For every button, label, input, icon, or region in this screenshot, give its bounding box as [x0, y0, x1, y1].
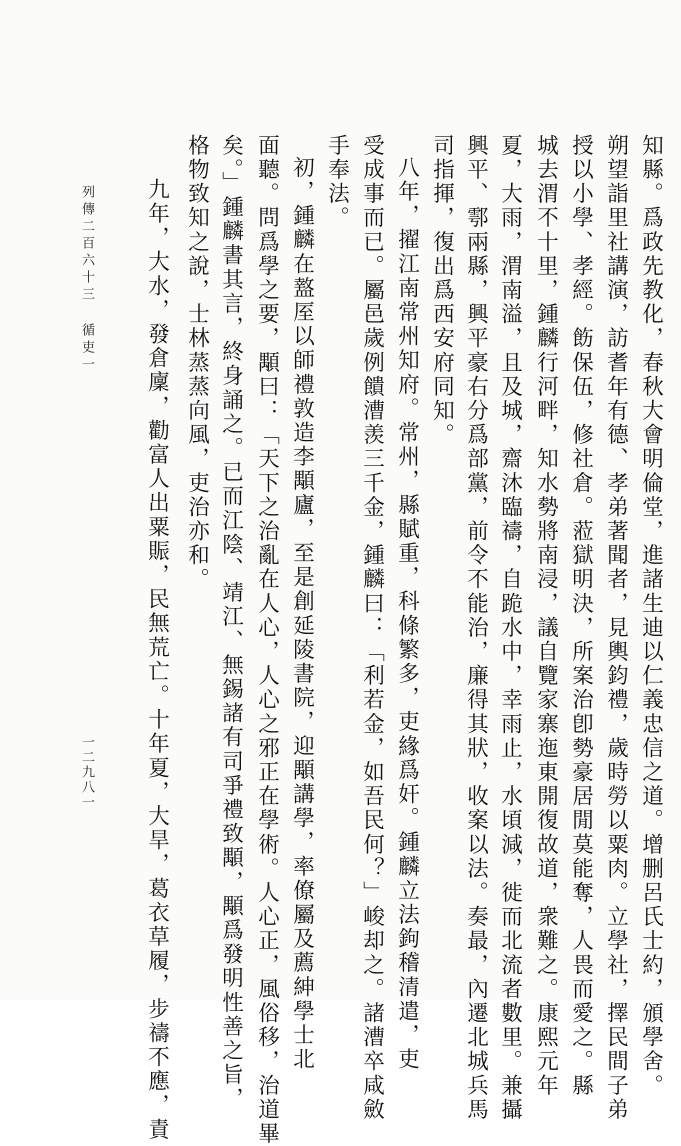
text-column-6: 興平、鄠兩縣，興平豪右分爲部黨，前令不能治，廉得其狀，收案以法。奏最，內遷北城兵馬	[463, 134, 489, 1123]
text-column-5: 夏，大雨，渭南溢，且及城，齋沐臨禱，自跪水中，幸雨止，水頃減，徙而北流者數里。兼攝	[497, 134, 523, 1123]
text-column-3: 授以小學、孝經。飭保伍，修社倉。蒞獄明決，所案治卽勢豪居閒莫能奪，人畏而愛之。縣	[568, 134, 594, 1098]
text-column-2: 朔望詣里社講演，訪耆年有德、孝弟著聞者，見輿鈞禮，歲時勞以粟肉。立學社，擇民間子弟	[603, 134, 629, 1123]
text-column-7: 司指揮，復出爲西安府同知。	[429, 134, 455, 448]
text-column-12: 面聽。問爲學之要，顒曰：「天下之治亂在人心，人心之邪正在學術。人心正，風俗移，治道畢	[254, 134, 280, 1146]
text-column-13: 矣。」鍾麟書其言，終身誦之。已而江陰、靖江、無錫諸有司爭禮致顒，顒爲發明性善之旨，	[218, 134, 244, 1112]
page-number: 一二九八一	[79, 735, 94, 810]
text-column-10: 手奉法。	[324, 134, 350, 231]
text-column-15: 九年，大水，發倉廩，勸富人出粟賑，民無荒亡。十年夏，大旱，葛衣草履，步禱不應，責	[144, 178, 170, 1142]
text-column-14: 格物致知之說，士林蒸蒸向風，吏治亦和。	[184, 134, 210, 592]
text-column-11: 初，鍾麟在盩厔以師禮敦造李顒廬，至是創延陵書院，迎顒講學，率僚屬及薦紳學士北	[289, 156, 315, 1072]
text-column-9: 受成事而已。屬邑歲例饋漕羡三千金，鍾麟曰：「利若金，如吾民何？」峻却之。諸漕卒咸斂	[359, 134, 385, 1123]
running-header: 列傳二百六十三 循吏一	[79, 185, 94, 374]
text-column-8: 八年，擢江南常州知府。常州，縣賦重，科條繁多，吏緣爲奸。鍾麟立法鉤稽清遣，吏	[394, 156, 420, 1072]
text-column-1: 知縣。爲政先教化，春秋大會明倫堂，進諸生迪以仁義忠信之道。增删呂氏士約，頒學舍。	[638, 134, 664, 1098]
text-column-4: 城去渭不十里，鍾麟行河畔，知水勢將南浸，議自覽家寨迤東開復故道，衆難之。康熙元年	[533, 134, 559, 1098]
